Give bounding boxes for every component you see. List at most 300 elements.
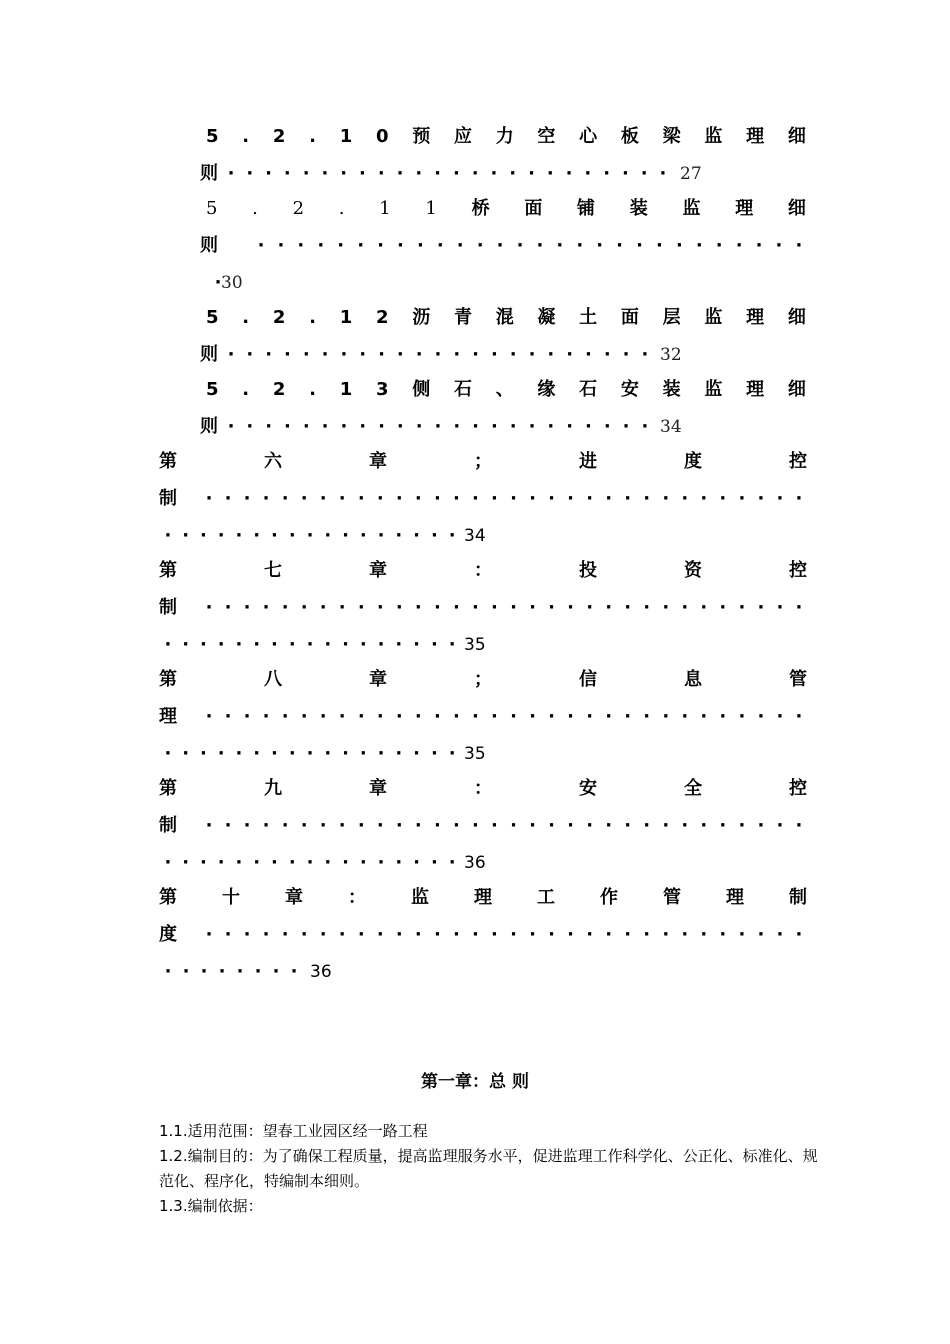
leader-dot: ·: [377, 163, 385, 184]
leader-dot: ·: [319, 924, 327, 945]
leader-dot: ·: [433, 597, 441, 618]
toc-page-number: 34: [660, 417, 682, 437]
toc-entry-5-2-12[interactable]: [206, 303, 806, 333]
leader-dot: ·: [491, 815, 498, 836]
leader-dot: ·: [624, 924, 632, 945]
leader-dot: ·: [182, 525, 190, 546]
leader-dot: ·: [243, 488, 251, 509]
leader-dot: ·: [776, 488, 784, 509]
leader-dot: ·: [776, 706, 784, 727]
leader-dot: ·: [302, 416, 310, 437]
toc-char: 2: [272, 126, 286, 147]
leader-dot: ·: [338, 815, 346, 836]
toc-char: 空: [537, 126, 556, 147]
leader-dot: ·: [795, 597, 803, 618]
leader-dot: ·: [605, 488, 613, 509]
leader-dot: ·: [357, 706, 365, 727]
toc-page-number: 36: [310, 962, 332, 982]
leader-dot: ·: [319, 488, 327, 509]
toc-char: 资: [684, 560, 702, 581]
toc-char: 5: [206, 307, 219, 328]
leader-dot: ·: [395, 815, 403, 836]
leader-dot: ·: [662, 924, 670, 945]
leader-dot: ·: [586, 706, 594, 727]
toc-leader-dots: [159, 630, 461, 660]
leader-dot: ·: [719, 815, 727, 836]
toc-entry-5-2-13[interactable]: [206, 375, 806, 405]
toc-char: 装: [662, 379, 681, 400]
leader-dot: ·: [735, 235, 743, 256]
leader-dot: ·: [656, 235, 663, 256]
leader-dot: ·: [340, 416, 348, 437]
leader-dot: ·: [605, 815, 613, 836]
toc-char: 2: [272, 379, 286, 400]
leader-dot: ·: [496, 235, 504, 256]
leader-dot: ·: [235, 743, 243, 764]
toc-char: 2: [375, 307, 389, 328]
leader-dot: ·: [324, 852, 332, 873]
toc-char: .: [242, 307, 250, 328]
toc-char: 铺: [577, 198, 596, 219]
leader-dot: ·: [224, 597, 232, 618]
leader-dot: ·: [164, 525, 172, 546]
leader-dot: ·: [605, 597, 613, 618]
leader-dot: ·: [288, 525, 296, 546]
leader-dot: ·: [436, 235, 444, 256]
leader-dot: ·: [490, 344, 498, 365]
toc-char: ：: [348, 887, 366, 908]
toc-char: 监: [704, 307, 723, 328]
leader-dot: ·: [277, 235, 285, 256]
toc-char: 1: [379, 198, 391, 219]
leader-dot: ·: [795, 924, 803, 945]
toc-char: 理: [746, 307, 765, 328]
leader-dot: ·: [738, 924, 746, 945]
leader-dot: ·: [584, 163, 592, 184]
toc-entry-5-2-11[interactable]: [206, 194, 806, 224]
leader-dot: ·: [281, 488, 289, 509]
toc-char: 石: [579, 379, 598, 400]
leader-dot: ·: [624, 597, 632, 618]
leader-dot: ·: [662, 597, 670, 618]
leader-dot: ·: [548, 815, 555, 836]
leader-dot: ·: [566, 344, 574, 365]
leader-dot: ·: [528, 163, 535, 184]
leader-dot: ·: [452, 488, 460, 509]
leader-dot: ·: [621, 163, 629, 184]
leader-dot: ·: [262, 488, 270, 509]
leader-dot: ·: [359, 743, 367, 764]
leader-dot: ·: [395, 852, 403, 873]
toc-entry-lead: 则: [200, 344, 218, 365]
leader-dot: ·: [491, 488, 498, 509]
toc-leader-dots: [222, 412, 654, 442]
toc-char: 八: [264, 669, 282, 690]
leader-dot: ·: [529, 597, 536, 618]
toc-char: 第: [159, 778, 177, 799]
leader-dot: ·: [243, 815, 251, 836]
leader-dot: ·: [377, 743, 385, 764]
toc-char: ：: [474, 560, 492, 581]
leader-dot: ·: [430, 852, 438, 873]
leader-dot: ·: [302, 344, 310, 365]
leader-dot: ·: [246, 416, 254, 437]
leader-dot: ·: [357, 924, 365, 945]
leader-dot: ·: [218, 961, 226, 982]
toc-char: 信: [579, 669, 597, 690]
toc-char: 监: [411, 887, 429, 908]
leader-dot: ·: [271, 525, 278, 546]
leader-dot: ·: [576, 235, 584, 256]
leader-dot: ·: [415, 163, 423, 184]
leader-dot: ·: [719, 706, 727, 727]
toc-char: 十: [222, 887, 240, 908]
leader-dot: ·: [433, 815, 441, 836]
leader-dot: ·: [719, 488, 727, 509]
toc-leader-dots: [159, 739, 461, 769]
leader-dot: ·: [662, 488, 670, 509]
toc-entry-chapter-8[interactable]: [159, 665, 807, 695]
toc-char: 息: [684, 669, 702, 690]
leader-dot: ·: [200, 961, 208, 982]
leader-dot: ·: [306, 743, 314, 764]
toc-char: 1: [339, 307, 353, 328]
leader-dot: ·: [510, 815, 517, 836]
leader-dot: ·: [757, 597, 765, 618]
leader-dot: ·: [227, 163, 235, 184]
leader-dot: ·: [586, 488, 594, 509]
leader-dot: ·: [217, 634, 225, 655]
leader-dot: ·: [319, 706, 327, 727]
leader-dot: ·: [456, 235, 464, 256]
leader-dot: ·: [413, 743, 421, 764]
toc-char: 管: [663, 887, 681, 908]
toc-char: 心: [579, 126, 598, 147]
chapter-title: 第一章：总 则: [421, 1072, 529, 1092]
leader-dot: ·: [510, 597, 517, 618]
toc-char: .: [309, 307, 316, 328]
toc-char: 七: [264, 560, 282, 581]
toc-leader-dots: [200, 702, 808, 732]
toc-page-number: 36: [464, 853, 486, 873]
leader-dot: ·: [516, 235, 524, 256]
toc-leader-dots: [252, 231, 808, 261]
leader-dot: ·: [448, 852, 456, 873]
toc-entry-lead: 制: [159, 597, 177, 618]
leader-dot: ·: [491, 924, 498, 945]
leader-dot: ·: [776, 597, 784, 618]
leader-dot: ·: [290, 961, 298, 982]
leader-dot: ·: [719, 597, 727, 618]
leader-dot: ·: [434, 163, 442, 184]
leader-dot: ·: [536, 235, 544, 256]
leader-dot: ·: [453, 416, 461, 437]
toc-char: .: [252, 198, 258, 219]
leader-dot: ·: [297, 235, 305, 256]
toc-char: 侧: [412, 379, 431, 400]
leader-dot: ·: [262, 597, 270, 618]
leader-dot: ·: [205, 815, 213, 836]
toc-char: 理: [735, 198, 754, 219]
leader-dot: ·: [288, 634, 296, 655]
leader-dot: ·: [529, 706, 536, 727]
leader-dot: ·: [430, 743, 438, 764]
leader-dot: ·: [217, 743, 225, 764]
leader-dot: ·: [262, 706, 270, 727]
leader-dot: ·: [224, 815, 232, 836]
leader-dot: ·: [616, 235, 624, 256]
leader-dot: ·: [509, 416, 517, 437]
leader-dot: ·: [321, 163, 329, 184]
leader-dot: ·: [528, 416, 536, 437]
leader-dot: ·: [271, 852, 278, 873]
toc-page-number: 34: [464, 526, 486, 546]
toc-leader-dots: [222, 340, 654, 370]
leader-dot: ·: [324, 743, 332, 764]
leader-dot: ·: [319, 597, 327, 618]
leader-dot: ·: [795, 706, 803, 727]
leader-dot: ·: [434, 416, 442, 437]
leader-dot: ·: [359, 525, 367, 546]
leader-dot: ·: [586, 815, 594, 836]
toc-char: 细: [787, 307, 806, 328]
leader-dot: ·: [224, 924, 232, 945]
toc-entry-lead: 制: [159, 488, 177, 509]
leader-dot: ·: [359, 344, 367, 365]
leader-dot: ·: [775, 235, 783, 256]
leader-dot: ·: [529, 488, 536, 509]
leader-dot: ·: [795, 488, 803, 509]
leader-dot: ·: [472, 706, 479, 727]
leader-dot: ·: [681, 488, 689, 509]
leader-dot: ·: [603, 344, 611, 365]
leader-dot: ·: [700, 924, 708, 945]
leader-dot: ·: [217, 852, 225, 873]
leader-dot: ·: [586, 924, 594, 945]
leader-dot: ·: [281, 706, 289, 727]
leader-dot: ·: [396, 163, 404, 184]
leader-dot: ·: [243, 706, 251, 727]
leader-dot: ·: [413, 634, 421, 655]
leader-dot: ·: [700, 488, 708, 509]
leader-dot: ·: [321, 416, 329, 437]
leader-dot: ·: [567, 488, 575, 509]
toc-leader-dots: [159, 521, 461, 551]
leader-dot: ·: [342, 852, 349, 873]
leader-dot: ·: [340, 163, 348, 184]
paragraph-label: 1.1.: [159, 1122, 188, 1140]
toc-char: 桥: [471, 198, 490, 219]
leader-dot: ·: [430, 525, 438, 546]
leader-dot: ·: [605, 706, 613, 727]
leader-dot: ·: [414, 706, 422, 727]
leader-dot: ·: [324, 525, 332, 546]
leader-dot: ·: [622, 416, 630, 437]
leader-dot: ·: [224, 706, 232, 727]
toc-char: .: [338, 198, 345, 219]
leader-dot: ·: [757, 706, 765, 727]
toc-char: 面: [524, 198, 543, 219]
leader-dot: ·: [271, 743, 278, 764]
leader-dot: ·: [452, 815, 460, 836]
toc-char: 理: [746, 379, 765, 400]
toc-leader-dots: [200, 811, 808, 841]
leader-dot: ·: [357, 235, 365, 256]
leader-dot: ·: [236, 961, 244, 982]
leader-dot: ·: [490, 416, 498, 437]
toc-char: 监: [704, 126, 723, 147]
leader-dot: ·: [182, 634, 190, 655]
leader-dot: ·: [395, 924, 403, 945]
toc-entry-chapter-7[interactable]: [159, 556, 807, 586]
toc-entry-chapter-10[interactable]: [159, 883, 807, 913]
toc-char: 理: [726, 887, 744, 908]
leader-dot: ·: [472, 416, 479, 437]
leader-dot: ·: [395, 597, 403, 618]
leader-dot: ·: [164, 634, 172, 655]
leader-dot: ·: [603, 163, 611, 184]
toc-char: 层: [662, 307, 681, 328]
leader-dot: ·: [164, 852, 172, 873]
toc-entry-5-2-10[interactable]: [206, 122, 806, 152]
leader-dot: ·: [395, 488, 403, 509]
leader-dot: ·: [491, 597, 498, 618]
toc-char: ：: [474, 778, 492, 799]
leader-dot: ·: [452, 597, 460, 618]
leader-dot: ·: [359, 634, 367, 655]
toc-char: 3: [375, 379, 389, 400]
toc-char: .: [242, 379, 250, 400]
paragraph-text: 编制目的：为了确保工程质量，提高监理服务水平，促进监理工作科学化、公正化、标准化、规范化、程序化，特编制本细则。: [159, 1147, 818, 1190]
toc-char: 细: [787, 379, 806, 400]
leader-dot: ·: [757, 488, 765, 509]
leader-dot: ·: [738, 706, 746, 727]
toc-entry-lead: 度: [159, 924, 177, 945]
leader-dot: ·: [265, 416, 273, 437]
leader-dot: ·: [378, 416, 385, 437]
toc-char: 理: [474, 887, 492, 908]
leader-dot: ·: [624, 706, 632, 727]
toc-char: 1: [339, 126, 353, 147]
toc-char: 控: [789, 451, 807, 472]
toc-char: 控: [789, 778, 807, 799]
toc-char: 章: [369, 451, 387, 472]
toc-char: ；: [474, 669, 492, 690]
leader-dot: ·: [548, 597, 555, 618]
toc-leader-dots: [159, 848, 461, 878]
leader-dot: ·: [529, 924, 536, 945]
toc-char: 监: [682, 198, 701, 219]
leader-dot: ·: [585, 416, 592, 437]
leader-dot: ·: [603, 416, 611, 437]
leader-dot: ·: [415, 416, 423, 437]
leader-dot: ·: [199, 525, 207, 546]
leader-dot: ·: [700, 597, 708, 618]
leader-dot: ·: [471, 163, 479, 184]
leader-dot: ·: [306, 525, 314, 546]
leader-dot: ·: [338, 488, 346, 509]
leader-dot: ·: [566, 416, 574, 437]
leader-dot: ·: [641, 416, 649, 437]
paragraph-label: 1.3.: [159, 1197, 188, 1215]
toc-leader-dots: [200, 484, 808, 514]
leader-dot: ·: [472, 344, 479, 365]
leader-dot: ·: [546, 163, 554, 184]
toc-entry-chapter-9[interactable]: [159, 774, 807, 804]
leader-dot: ·: [378, 344, 385, 365]
leader-dot: ·: [376, 488, 384, 509]
leader-dot: ·: [430, 634, 438, 655]
toc-char: 细: [787, 126, 806, 147]
paragraph-text: 编制依据：: [187, 1197, 263, 1215]
leader-dot: ·: [300, 815, 308, 836]
leader-dot: ·: [681, 924, 689, 945]
toc-char: 作: [600, 887, 618, 908]
leader-dot: ·: [396, 416, 404, 437]
leader-dot: ·: [265, 163, 272, 184]
toc-char: 青: [453, 307, 472, 328]
toc-entry-chapter-6[interactable]: [159, 447, 807, 477]
leader-dot: ·: [433, 488, 441, 509]
leader-dot: ·: [397, 235, 404, 256]
leader-dot: ·: [376, 924, 384, 945]
leader-dot: ·: [265, 344, 273, 365]
leader-dot: ·: [448, 525, 456, 546]
toc-char: 九: [264, 778, 282, 799]
toc-char: 管: [789, 669, 807, 690]
leader-dot: ·: [636, 235, 643, 256]
leader-dot: ·: [700, 706, 708, 727]
leader-dot: ·: [317, 235, 325, 256]
leader-dot: ·: [434, 344, 442, 365]
leader-dot: ·: [472, 924, 479, 945]
toc-entry-lead: 则: [200, 235, 218, 256]
leader-dot: ·: [448, 634, 456, 655]
leader-dot: ·: [182, 961, 190, 982]
leader-dot: ·: [681, 815, 689, 836]
leader-dot: ·: [205, 924, 213, 945]
toc-char: 应: [453, 126, 472, 147]
leader-dot: ·: [413, 525, 421, 546]
toc-char: 全: [684, 778, 702, 799]
leader-dot: ·: [288, 743, 296, 764]
leader-dot: ·: [795, 815, 803, 836]
leader-dot: ·: [416, 235, 424, 256]
leader-dot: ·: [235, 852, 243, 873]
toc-char: 章: [369, 669, 387, 690]
leader-dot: ·: [548, 488, 555, 509]
leader-dot: ·: [235, 634, 243, 655]
leader-dot: ·: [715, 235, 723, 256]
leader-dot: ·: [217, 525, 225, 546]
leader-dot: ·: [452, 163, 460, 184]
leader-dot: ·: [284, 344, 291, 365]
leader-dot: ·: [377, 634, 385, 655]
leader-dot: ·: [510, 924, 517, 945]
toc-char: 制: [789, 887, 807, 908]
leader-dot: ·: [337, 235, 345, 256]
leader-dot: ·: [246, 344, 254, 365]
leader-dot: ·: [675, 235, 683, 256]
leader-dot: ·: [433, 924, 441, 945]
toc-char: ；: [474, 451, 492, 472]
toc-char: 控: [789, 560, 807, 581]
leader-dot: ·: [596, 235, 604, 256]
toc-char: 2: [292, 198, 305, 219]
toc-char: 章: [285, 887, 303, 908]
leader-dot: ·: [306, 852, 314, 873]
leader-dot: ·: [253, 743, 261, 764]
